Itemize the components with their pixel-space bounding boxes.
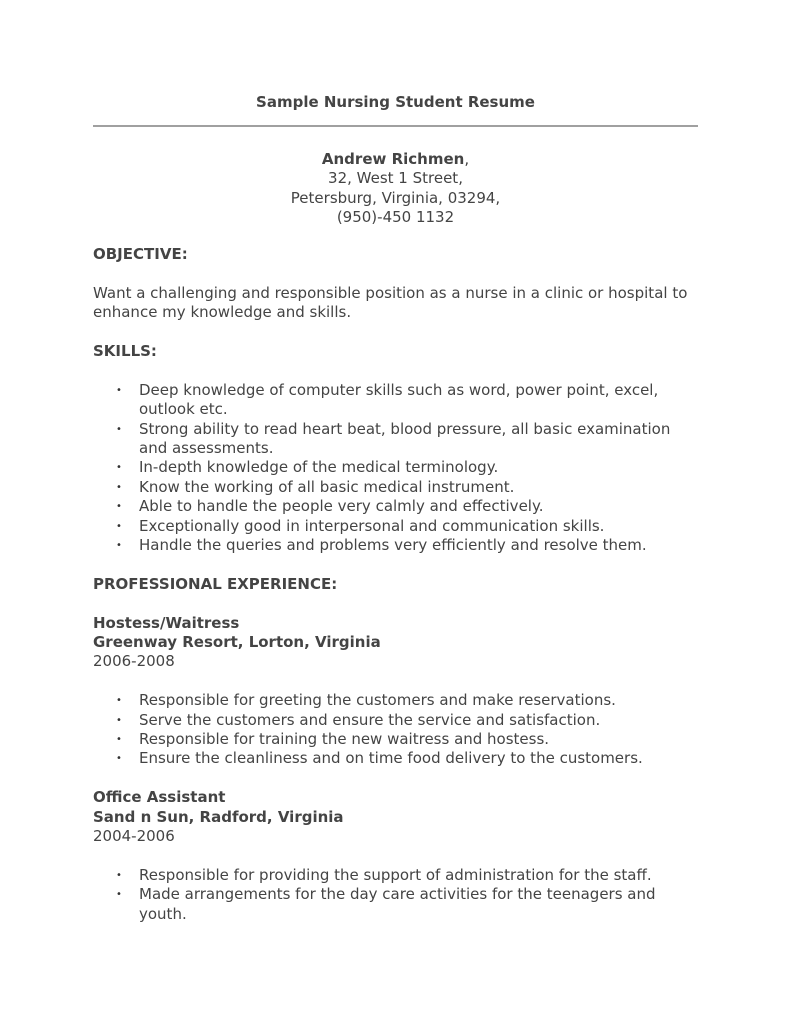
bullet-icon: • — [116, 540, 122, 552]
list-item: • Deep knowledge of computer skills such as word, power point, excel, outlook etc. — [116, 380, 659, 419]
list-item: • Responsible for greeting the customers and make reservations. — [116, 691, 616, 710]
list-item: • Made arrangements for the day care activities for the teenagers and youth. — [116, 885, 656, 923]
job-employer: Greenway Resort, Lorton, Virginia — [93, 633, 381, 652]
bullet-icon: • — [116, 384, 122, 396]
address-line-2: Petersburg, Virginia, 03294, — [290, 188, 501, 207]
list-item: • In-depth knowledge of the medical terminology. — [116, 458, 499, 477]
job-employer: Sand n Sun, Radford, Virginia — [93, 807, 344, 826]
bullet-icon: • — [116, 695, 122, 707]
resume-body — [93, 245, 698, 924]
address-line-1: 32, West 1 Street, — [328, 169, 463, 188]
bullet-icon: • — [116, 753, 122, 765]
bullet-icon: • — [116, 889, 122, 901]
bullet-icon: • — [116, 714, 122, 726]
list-item: • Responsible for training the new waitress and hostess. — [116, 730, 550, 749]
list-item: • Know the working of all basic medical instrument. — [116, 477, 515, 496]
skills-list — [93, 381, 698, 556]
list-item: • Responsible for providing the support of administration for the staff. — [116, 865, 652, 884]
name-line — [93, 150, 698, 169]
bullet-icon: • — [116, 462, 122, 474]
list-item: • Able to handle the people very calmly and effectively. — [116, 497, 544, 516]
bullet-icon: • — [116, 481, 122, 493]
list-item: • Handle the queries and problems very efficiently and resolve them. — [116, 536, 647, 555]
skills-heading: SKILLS: — [93, 342, 157, 360]
applicant-name: Andrew Richmen — [321, 150, 465, 168]
contact-header — [93, 150, 698, 228]
job-duties-list — [93, 866, 698, 924]
bullet-icon: • — [116, 423, 122, 435]
bullet-icon: • — [116, 520, 122, 532]
bullet-icon: • — [116, 501, 122, 513]
job-entry — [93, 788, 698, 924]
title-divider — [93, 125, 698, 127]
list-item: • Exceptionally good in interpersonal and communication skills. — [116, 516, 605, 535]
list-item: • Ensure the cleanliness and on time food delivery to the customers. — [116, 749, 643, 768]
objective-text: Want a challenging and responsible position as a nurse in a clinic or hospital to enhance my knowledge and skills. — [93, 283, 688, 322]
job-duties-list — [93, 691, 698, 769]
experience-heading: PROFESSIONAL EXPERIENCE: — [93, 574, 338, 593]
job-title: Hostess/Waitress — [93, 613, 240, 632]
phone-number: (950)-450 1132 — [336, 208, 455, 227]
objective-heading: OBJECTIVE: — [93, 245, 188, 263]
job-dates: 2004-2006 — [93, 827, 175, 846]
bullet-icon: • — [116, 734, 122, 746]
job-dates: 2006-2008 — [93, 652, 175, 671]
document-title: Sample Nursing Student Resume — [256, 93, 535, 111]
name-comma: , — [464, 150, 470, 168]
list-item: • Strong ability to read heart beat, blood pressure, all basic examination and assessments. — [116, 419, 671, 458]
job-title: Office Assistant — [93, 788, 226, 807]
job-entry — [93, 614, 698, 769]
bullet-icon: • — [116, 869, 122, 881]
list-item: • Serve the customers and ensure the service and satisfaction. — [116, 710, 601, 729]
